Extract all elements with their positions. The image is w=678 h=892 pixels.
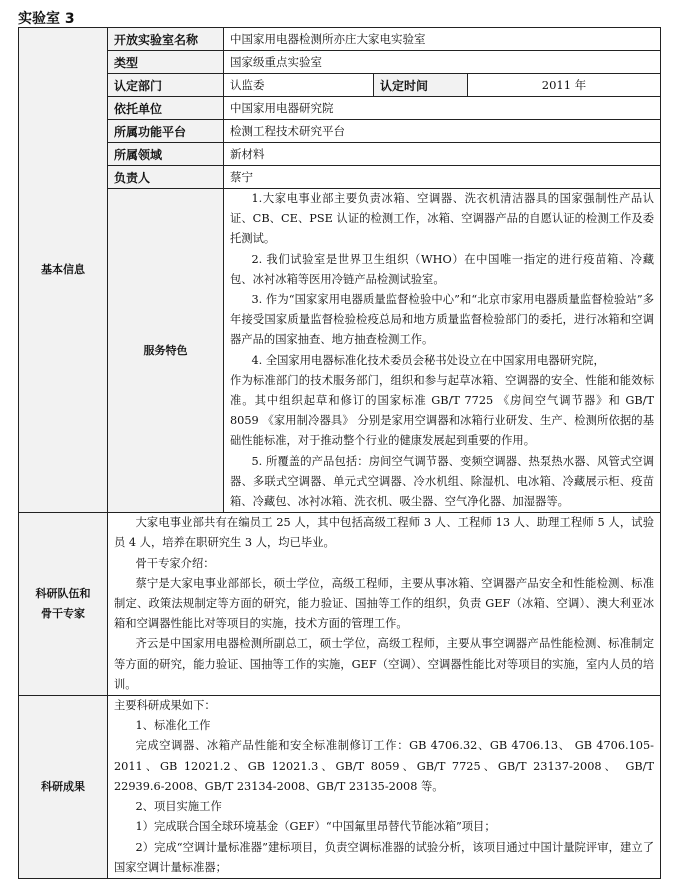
- service-para-5: 作为标准部门的技术服务部门，组织和参与起草冰箱、空调器的安全、性能和能效标准。其中组织起草和修订的国家标准 GB/T 7725 《房间空气调节器》和 GB/T 8059 《家用制冷器具》 分别是家用空调器和冰箱行业研发、生产、检测所依据的基础性能标准，对于推动整个行业的健康发展起到重要的作用。: [230, 373, 654, 448]
- row-head: [19, 166, 661, 189]
- row-team: [19, 513, 661, 696]
- section-basic-info: 基本信息: [19, 28, 108, 513]
- row-dept: [19, 74, 661, 97]
- team-content: [108, 513, 661, 696]
- team-para-3: 蔡宁是大家电事业部部长，硕士学位，高级工程师，主要从事冰箱、空调器产品安全和性能检测、标准制定、政策法规制定等方面的研究，能力验证、国抽等工作的组织，负责 GEF（冰箱、空调）、澳大利亚冰箱和空调器性能比对等项目的实施，技术方面的管理工作。: [114, 576, 654, 631]
- service-para-1: 1.大家电事业部主要负责冰箱、空调器、洗衣机清洁器具的国家强制性产品认证、CB、CE、PSE 认证的检测工作，冰箱、空调器产品的自愿认证的检测工作及委托测试。: [230, 192, 654, 246]
- results-content: [108, 696, 661, 879]
- label-type: 类型: [108, 51, 224, 74]
- results-para-1: 主要科研成果如下：: [114, 699, 216, 713]
- service-para-4: 4. 全国家用电器标准化技术委员会秘书处设立在中国家用电器研究院，: [251, 353, 605, 367]
- row-type: [19, 51, 661, 74]
- section-team-line1: 科研队伍和: [35, 587, 91, 601]
- value-time: 2011 年: [468, 74, 661, 97]
- section-results: 科研成果: [19, 696, 108, 879]
- section-service: 服务特色: [108, 189, 224, 513]
- value-platform: 检测工程技术研究平台: [224, 120, 661, 143]
- value-dept: 认监委: [224, 74, 374, 97]
- results-para-5: 1）完成联合国全球环境基金（GEF）“中国氟里昂替代节能冰箱”项目；: [135, 820, 496, 834]
- team-para-4: 齐云是中国家用电器检测所副总工，硕士学位，高级工程师，主要从事空调器产品性能检测、标准制定等方面的研究，能力验证、国抽等工作的实施，GEF（空调）、空调器性能比对等项目的实施，室内人员的培训。: [114, 637, 654, 691]
- page-title: 实验室 3: [18, 11, 75, 27]
- label-lab-name: 开放实验室名称: [108, 28, 224, 51]
- row-field: [19, 143, 661, 166]
- row-results: [19, 696, 661, 879]
- results-para-4: 2、项目实施工作: [135, 800, 222, 814]
- results-para-3: 完成空调器、冰箱产品性能和安全标准制修订工作：GB 4706.32、GB 4706.13、 GB 4706.105-2011、GB 12021.2、GB 12021.3、GB/T 8059、GB/T 7725、GB/T 23137-2008、 GB/T 22939.6-2008、GB/T 23134-2008、GB/T 23135-2008 等。: [114, 739, 654, 793]
- results-para-2: 1、标准化工作: [135, 719, 211, 733]
- label-dept: 认定部门: [108, 74, 224, 97]
- lab-info-table: [18, 27, 661, 879]
- service-content: [224, 189, 661, 513]
- section-team: [19, 513, 108, 696]
- value-lab-name: 中国家用电器检测所亦庄大家电实验室: [224, 28, 661, 51]
- team-para-1: 大家电事业部共有在编员工 25 人，其中包括高级工程师 3 人、工程师 13 人、助理工程师 5 人，试验员 4 人，培养在职研究生 3 人，均已毕业。: [114, 516, 654, 550]
- label-head: 负责人: [108, 166, 224, 189]
- label-time: 认定时间: [374, 74, 468, 97]
- value-head: 蔡宁: [224, 166, 661, 189]
- label-field: 所属领域: [108, 143, 224, 166]
- row-host: [19, 97, 661, 120]
- results-para-6: 2）完成“空调计量标准器”建标项目，负责空调标准器的试验分析，该项目通过中国计量院评审，建立了国家空调计量标准器；: [114, 840, 654, 874]
- row-service: [19, 189, 661, 513]
- team-para-2: 骨干专家介绍：: [135, 556, 215, 570]
- value-field: 新材料: [224, 143, 661, 166]
- value-type: 国家级重点实验室: [224, 51, 661, 74]
- service-para-6: 5. 所覆盖的产品包括：房间空气调节器、变频空调器、热泵热水器、风管式空调器、多联式空调器、单元式空调器、冷水机组、除湿机、电冰箱、冷藏展示柜、疫苗箱、冷藏包、冰衬冰箱、洗衣机、吸尘器、空气净化器、加湿器等。: [230, 454, 654, 509]
- label-platform: 所属功能平台: [108, 120, 224, 143]
- section-team-line2: 骨干专家: [41, 607, 85, 621]
- service-para-3: 3. 作为“国家家用电器质量监督检验中心”和“北京市家用电器质量监督检验站”多年接受国家质量监督检验检疫总局和地方质量监督检验部门的委托，进行冰箱和空调器产品的国家抽查、地方抽查检测工作。: [230, 293, 654, 347]
- service-para-2: 2. 我们试验室是世界卫生组织（WHO）在中国唯一指定的进行疫苗箱、冷藏包、冰衬冰箱等医用冷链产品检测试验室。: [230, 252, 654, 286]
- value-host: 中国家用电器研究院: [224, 97, 661, 120]
- row-name: [19, 28, 661, 51]
- label-host: 依托单位: [108, 97, 224, 120]
- row-platform: [19, 120, 661, 143]
